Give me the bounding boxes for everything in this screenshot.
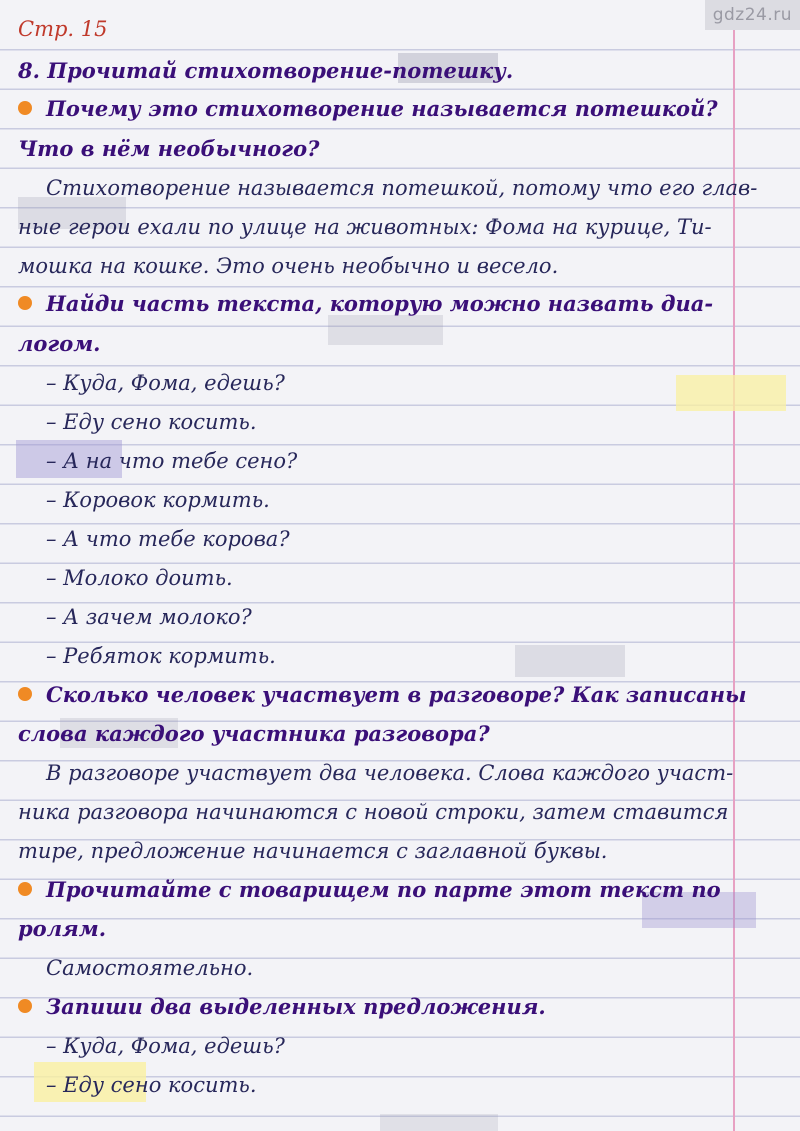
- question-2-cont: логом.: [18, 331, 101, 356]
- question-text: Запиши два выделенных предложения.: [46, 994, 546, 1019]
- dialogue-line: – Куда, Фома, едешь?: [46, 371, 285, 395]
- dialogue-line: – А зачем молоко?: [46, 605, 252, 629]
- task-title: 8. Прочитай стихотворение-потешку.: [18, 58, 514, 83]
- bullet-icon: [18, 101, 32, 115]
- question-1-cont: Что в нём необычного?: [18, 136, 320, 161]
- answer-line: – Куда, Фома, едешь?: [46, 1034, 285, 1058]
- answer-line: ные герои ехали по улице на животных: Фома на курице, Ти-: [18, 215, 712, 239]
- question-2: [18, 289, 723, 319]
- dialogue-line: – Еду сено косить.: [46, 410, 257, 434]
- question-4: [18, 875, 723, 905]
- question-text: Прочитайте с товарищем по парте этот текст по: [46, 877, 721, 902]
- question-3: [18, 680, 747, 710]
- question-4-cont: ролям.: [18, 916, 107, 941]
- answer-line: мошка на кошке. Это очень необычно и весело.: [18, 254, 559, 278]
- highlight-gray: [380, 1114, 498, 1131]
- bullet-icon: [18, 882, 32, 896]
- dialogue-line: – А что тебе корова?: [46, 527, 290, 551]
- bullet-icon: [18, 999, 32, 1013]
- question-text: Найди часть текста, которую можно назвать диа-: [46, 291, 714, 316]
- answer-line: Стихотворение называется потешкой, потому что его глав-: [46, 176, 758, 200]
- watermark: gdz24.ru: [705, 0, 800, 30]
- bullet-icon: [18, 687, 32, 701]
- answer-line: ника разговора начинаются с новой строки, затем ставится: [18, 800, 729, 824]
- question-1: [18, 94, 723, 124]
- page-number: Стр. 15: [18, 17, 108, 41]
- answer-line: Самостоятельно.: [46, 956, 254, 980]
- bullet-icon: [18, 296, 32, 310]
- dialogue-line: – Молоко доить.: [46, 566, 233, 590]
- dialogue-line: – Коровок кормить.: [46, 488, 270, 512]
- question-5: [18, 992, 723, 1022]
- answer-line: тире, предложение начинается с заглавной буквы.: [18, 839, 608, 863]
- answer-line: – Еду сено косить.: [46, 1073, 257, 1097]
- answer-line: В разговоре участвует два человека. Слова каждого участ-: [46, 761, 734, 785]
- dialogue-line: – А на что тебе сено?: [46, 449, 298, 473]
- question-3-cont: слова каждого участника разговора?: [18, 721, 490, 746]
- dialogue-line: – Ребяток кормить.: [46, 644, 276, 668]
- question-text: Почему это стихотворение называется потешкой?: [46, 96, 718, 121]
- question-text: Сколько человек участвует в разговоре? Как записаны: [46, 682, 747, 707]
